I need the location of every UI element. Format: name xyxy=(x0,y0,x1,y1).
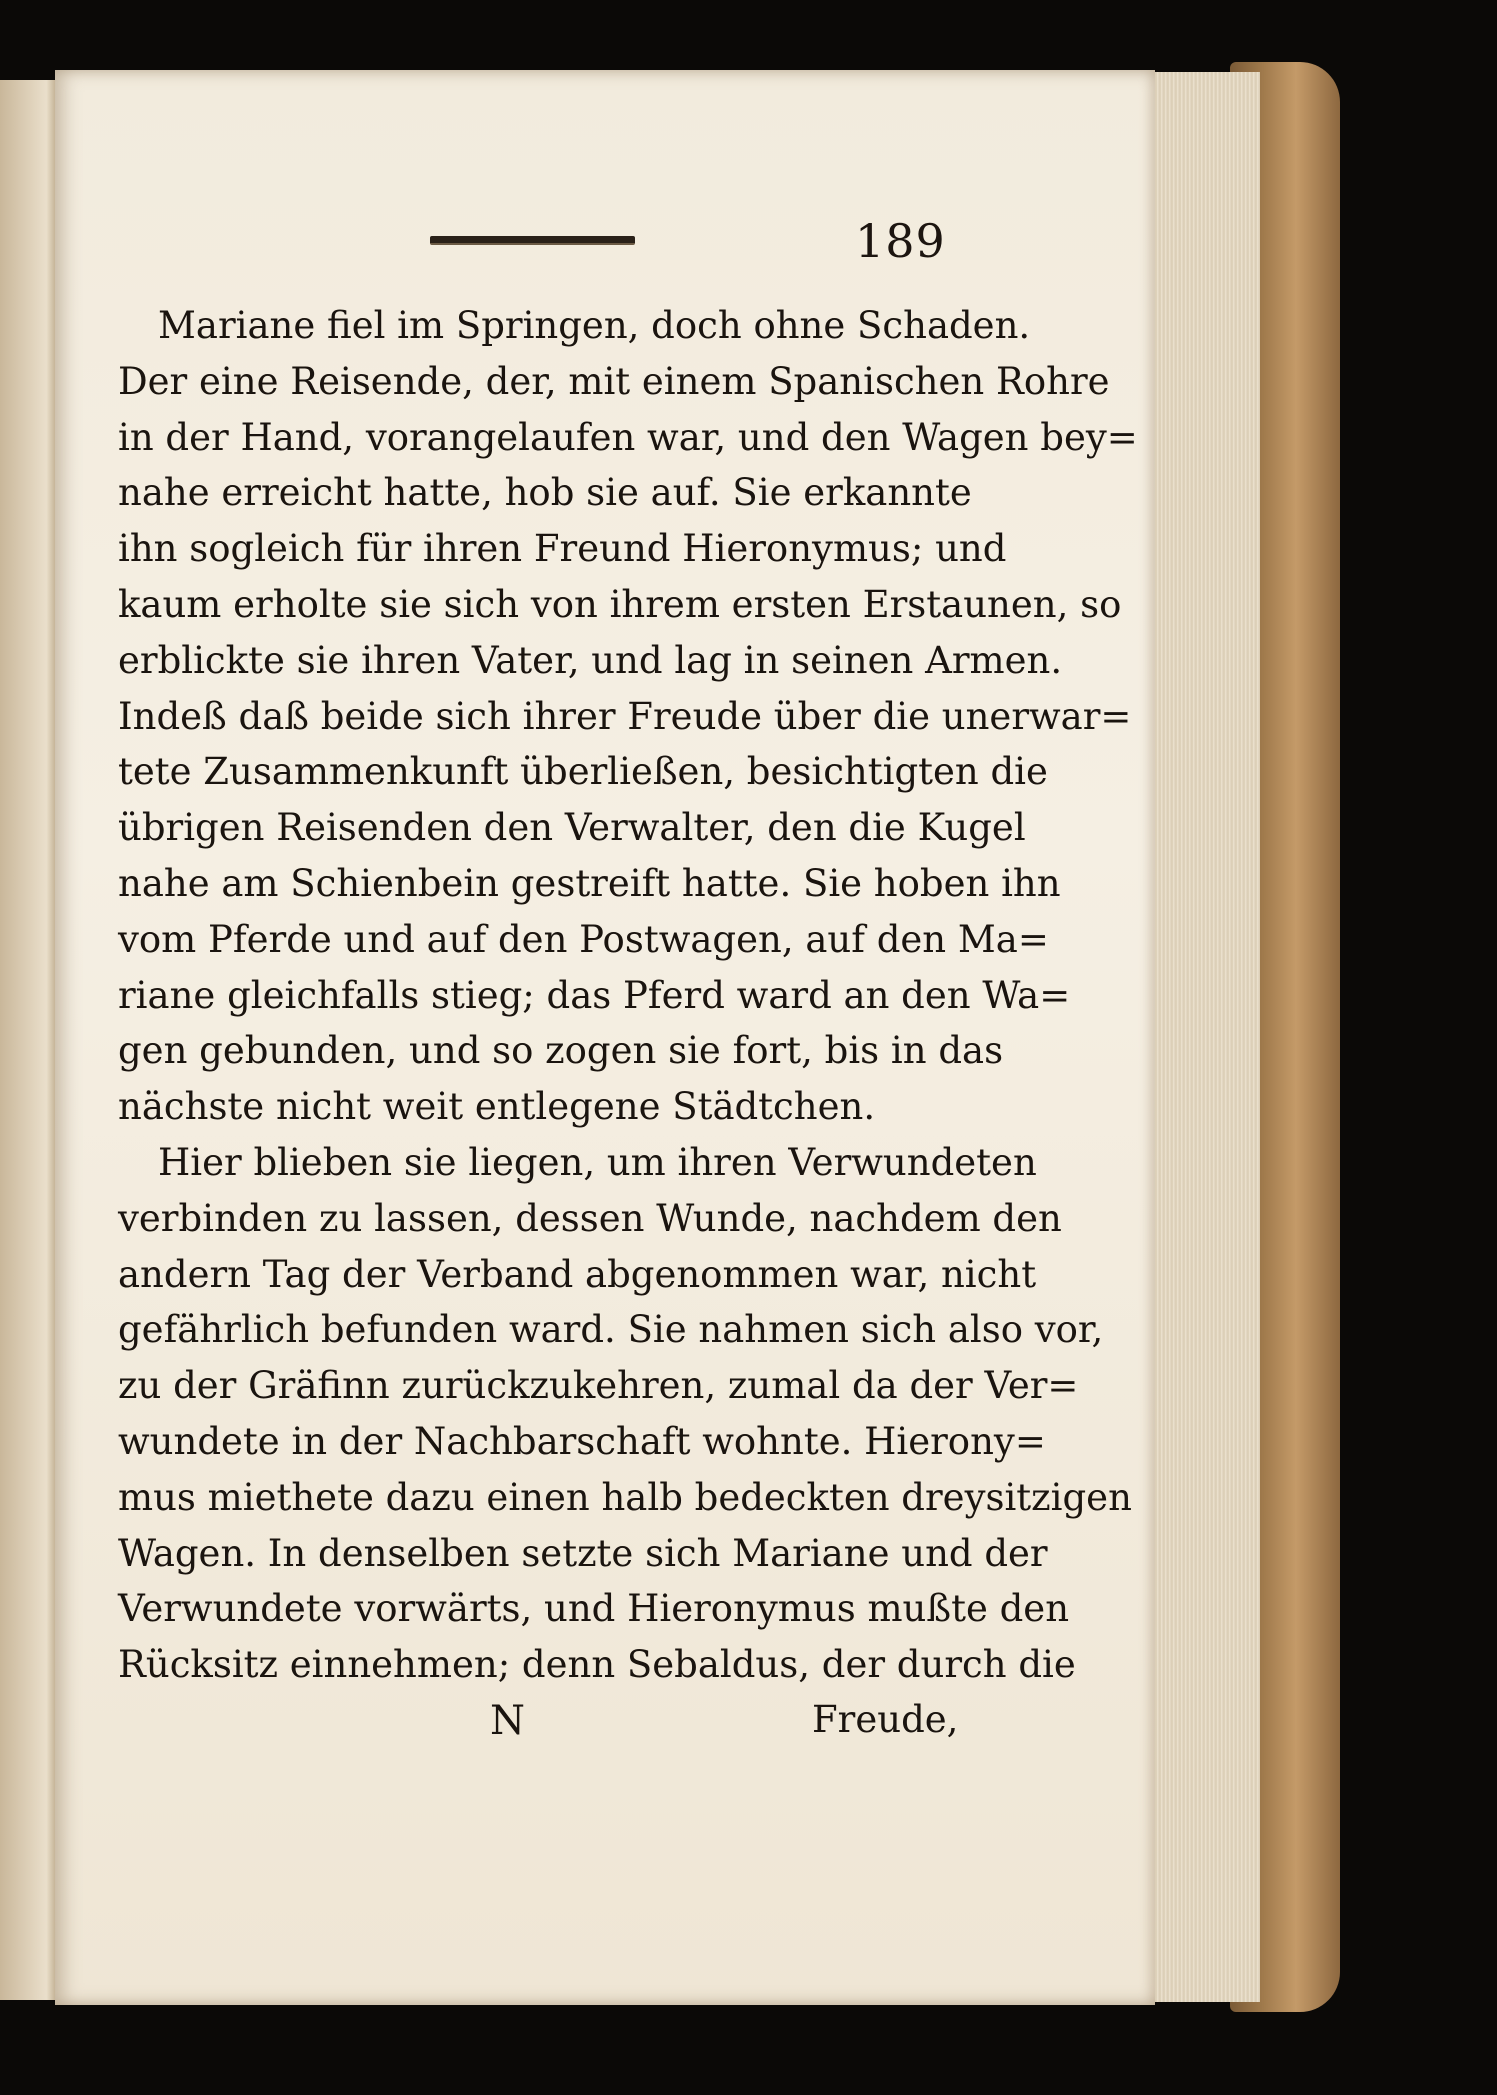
text-line: Hier blieben sie liegen, um ihren Verwundeten xyxy=(158,1140,1037,1184)
page-stack-edge xyxy=(1150,72,1260,2002)
text-line: ihn sogleich für ihren Freund Hieronymus; und xyxy=(118,527,1007,571)
text-line: Mariane fiel im Springen, doch ohne Schaden. xyxy=(158,304,1031,347)
text-line: Rücksitz einnehmen; denn Sebaldus, der durch die xyxy=(118,1643,1076,1687)
text-line: andern Tag der Verband abgenommen war, nicht xyxy=(118,1252,1037,1296)
text-line: gen gebunden, und so zogen sie fort, bis in das xyxy=(118,1029,1004,1073)
facing-page-edge xyxy=(0,80,58,2000)
text-line: riane gleichfalls stieg; das Pferd ward an den Wa= xyxy=(118,973,1071,1017)
text-line: mus miethete dazu einen halb bedeckten dreysitzigen xyxy=(118,1475,1132,1519)
text-line: kaum erholte sie sich von ihrem ersten Erstaunen, so xyxy=(118,582,1122,626)
page-number: 189 xyxy=(855,214,946,268)
text-line: Der eine Reisende, der, mit einem Spanischen Rohre xyxy=(118,359,1110,403)
text-line: gefährlich befunden ward. Sie nahmen sich also vor, xyxy=(118,1308,1104,1352)
text-line: zu der Gräfinn zurückzukehren, zumal da der Ver= xyxy=(118,1364,1079,1408)
text-line: Indeß daß beide sich ihrer Freude über die unerwar= xyxy=(118,694,1132,738)
text-line: nahe erreicht hatte, hob sie auf. Sie erkannte xyxy=(118,471,972,515)
text-line: verbinden zu lassen, dessen Wunde, nachdem den xyxy=(118,1196,1062,1240)
book-page xyxy=(55,70,1155,2005)
text-line: nahe am Schienbein gestreift hatte. Sie hoben ihn xyxy=(118,861,1061,905)
text-line: tete Zusammenkunft überließen, besichtigten die xyxy=(118,750,1048,794)
text-line: Verwundete vorwärts, und Hieronymus mußte den xyxy=(118,1587,1070,1631)
header-rule xyxy=(430,236,635,245)
catchword: Freude, xyxy=(812,1698,959,1741)
body-text xyxy=(118,298,1138,1693)
text-line: in der Hand, vorangelaufen war, und den Wagen bey= xyxy=(118,415,1138,459)
text-line: wundete in der Nachbarschaft wohnte. Hierony= xyxy=(118,1419,1046,1463)
text-line: erblickte sie ihren Vater, und lag in seinen Armen. xyxy=(118,638,1063,682)
text-line: Wagen. In denselben setzte sich Mariane und der xyxy=(118,1531,1048,1575)
text-line: vom Pferde und auf den Postwagen, auf den Ma= xyxy=(118,917,1049,961)
text-line: übrigen Reisenden den Verwalter, den die Kugel xyxy=(118,806,1026,850)
signature-mark: N xyxy=(490,1698,525,1744)
text-line: nächste nicht weit entlegene Städtchen. xyxy=(118,1085,876,1129)
